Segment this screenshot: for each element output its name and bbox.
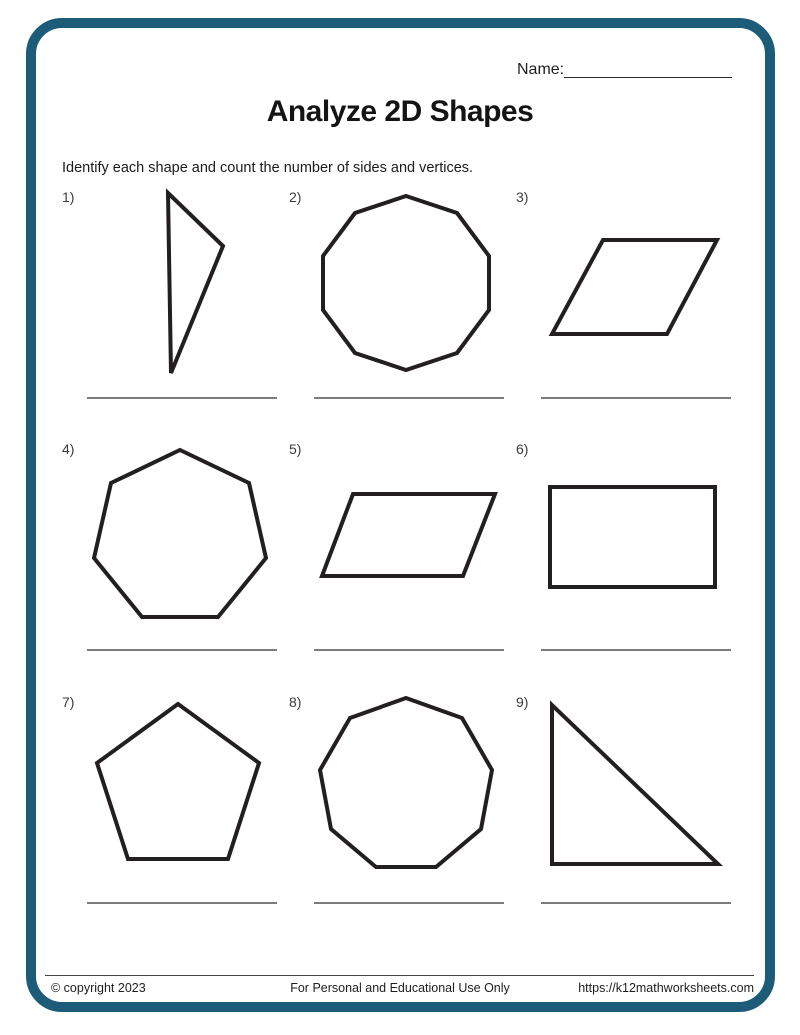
question-cell-5 [282, 437, 502, 677]
answer-blank-line[interactable] [314, 902, 504, 904]
answer-blank-line[interactable] [87, 397, 277, 399]
answer-blank-line[interactable] [87, 902, 277, 904]
answer-blank-line[interactable] [541, 397, 731, 399]
answer-blank-line[interactable] [87, 649, 277, 651]
question-cell-8 [282, 690, 502, 930]
question-number: 7) [62, 694, 75, 710]
question-cell-9 [509, 690, 729, 930]
question-number: 8) [289, 694, 302, 710]
question-number: 9) [516, 694, 529, 710]
instruction-text: Identify each shape and count the number of sides and vertices. [62, 160, 474, 176]
answer-blank-line[interactable] [314, 397, 504, 399]
question-number: 2) [289, 189, 302, 205]
answer-blank-line[interactable] [541, 902, 731, 904]
copyright-text: © copyright 2023 [51, 981, 146, 995]
name-label: Name: [517, 61, 565, 78]
answer-blank-line[interactable] [314, 649, 504, 651]
question-cell-1 [55, 185, 275, 425]
question-cell-6 [509, 437, 729, 677]
question-cell-4 [55, 437, 275, 677]
answer-blank-line[interactable] [541, 649, 731, 651]
question-cell-7 [55, 690, 275, 930]
question-number: 3) [516, 189, 529, 205]
question-number: 1) [62, 189, 75, 205]
question-cell-2 [282, 185, 502, 425]
question-cell-3 [509, 185, 729, 425]
footer-divider [45, 975, 754, 976]
question-number: 6) [516, 441, 529, 457]
page-title: Analyze 2D Shapes [266, 95, 534, 128]
question-number: 5) [289, 441, 302, 457]
question-number: 4) [62, 441, 75, 457]
name-blank-line[interactable] [564, 77, 732, 78]
usage-text: For Personal and Educational Use Only [290, 981, 510, 995]
website-link[interactable]: https://k12mathworksheets.com [578, 981, 754, 995]
